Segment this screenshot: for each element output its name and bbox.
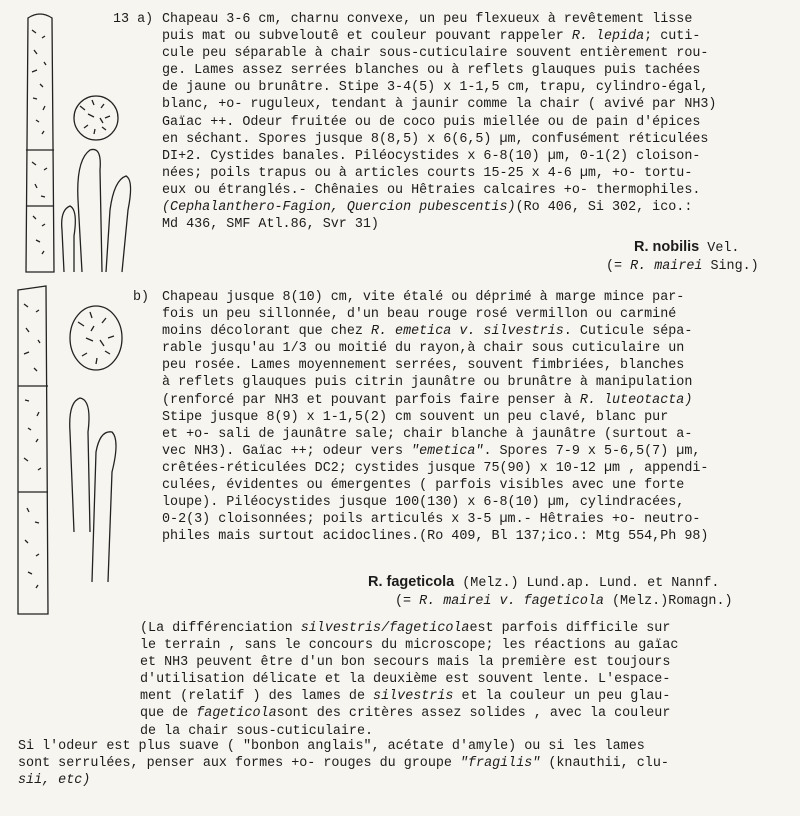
footer-paragraph [18, 738, 669, 789]
text-line [18, 755, 669, 772]
microscopy-drawing-a [14, 10, 134, 280]
text-run: sont serrulées, penser aux formes +o- rouges du groupe [18, 756, 460, 772]
text-line [162, 409, 708, 426]
section-a-letter: a) [137, 12, 154, 27]
text-line [162, 216, 716, 233]
text-line [18, 738, 669, 755]
text-line [140, 637, 678, 654]
text-run: philes mais surtout acidoclines.(Ro 409, Bl 137;ico.: Mtg 554,Ph 98) [162, 529, 709, 545]
text-run: Si l'odeur est plus suave ( "bonbon anglais", acétate d'amyle) ou si les lames [18, 739, 645, 754]
text-line [162, 182, 716, 199]
italic-run: R. emetica v. silvestris [370, 324, 564, 340]
text-run: rable jusqu'au 1/3 ou moitié du rayon,à chair sous cuticulaire un [162, 341, 685, 357]
text-run: est parfois difficile sur [469, 621, 671, 636]
text-run: (Ro 406, Si 302, ico.: [515, 200, 693, 216]
section-b-letter: b) [133, 290, 150, 305]
text-run: cule peu séparable à chair sous-cuticulaire souvent entièrement rou- [162, 46, 709, 62]
italic-run: R. lepida [571, 29, 645, 45]
text-run: à reflets glauques puis citrin jaunâtre ou brunâtre à manipulation [162, 375, 693, 391]
text-line [162, 62, 716, 79]
species-fageticola [368, 574, 719, 592]
species-author: Vel. [707, 241, 740, 256]
text-run: (knauthii, clu- [540, 756, 669, 772]
text-run: eux ou étranglés.- Chênaies ou Hêtraies calcaires +o- thermophiles. [162, 182, 701, 198]
text-line [162, 340, 708, 357]
text-run: Gaïac ++. Odeur fruitée ou de coco puis miellée ou de pain d'épices [162, 114, 701, 130]
text-run: peu rosée. Lames moyennement serrées, souvent fimbriées, blanches [162, 358, 685, 374]
text-run: DI+2. Cystides banales. Piléocystides x 6-8(10) µm, 0-1(2) cloison- [162, 148, 701, 164]
italic-run: silvestris [373, 689, 454, 705]
text-run: d'utilisation délicate et la deuxième est souvent lente. L'espace- [140, 672, 671, 688]
text-run: ment (relatif ) des lames de [140, 689, 374, 705]
text-line [140, 688, 678, 705]
text-run: Chapeau 3-6 cm, charnu convexe, un peu flexueux à revêtement lisse [162, 12, 693, 27]
text-line [162, 96, 716, 113]
text-line [162, 426, 708, 443]
text-run: puis mat ou subveloutê et couleur pouvant rappeler [162, 29, 572, 45]
text-run: sont des critères assez solides , avec la couleur [276, 706, 671, 722]
text-line [162, 11, 716, 28]
text-line [162, 199, 716, 216]
text-run: nées; poils trapus ou à articles courts 15-25 x 4-6 µm, +o- tortu- [162, 165, 693, 181]
text-run: ge. Lames assez serrées blanches ou à reflets glauques puis tachées [162, 63, 701, 79]
text-run: blanc, +o- ruguleux, tendant à jaunir comme la chair ( avivé par NH3) [162, 97, 717, 113]
text-line [162, 323, 708, 340]
text-line [162, 148, 716, 165]
text-run: en séchant. Spores jusque 8(8,5) x 6(6,5) µm, confusément réticulées [162, 131, 709, 147]
text-run: (renforcé par NH3 et pouvant parfois faire penser à [162, 392, 580, 408]
text-line [162, 165, 716, 182]
text-run: Md 436, SMF Atl.86, Svr 31) [162, 217, 379, 233]
text-run: moins décolorant que chez [162, 324, 371, 340]
text-run: de la chair sous-cuticulaire. [140, 723, 374, 739]
text-line [140, 620, 678, 637]
italic-run: fageticola [196, 706, 277, 722]
italic-run: "emetica" [411, 443, 484, 459]
text-line [162, 511, 708, 528]
section-number: 13 [113, 12, 130, 27]
text-run: Chapeau jusque 8(10) cm, vite étalé ou déprimé à marge mince par- [162, 290, 685, 305]
section-a-description [162, 11, 716, 233]
italic-run: "fragilis" [459, 756, 541, 772]
text-line [162, 494, 708, 511]
text-run: de jaune ou brunâtre. Stipe 3-4(5) x 1-1,5 cm, trapu, cylindro-égal, [162, 80, 709, 96]
text-line [162, 392, 708, 409]
text-line [162, 289, 708, 306]
differentiation-note [140, 620, 678, 740]
synonym-author: Sing.) [710, 259, 759, 274]
text-line [140, 654, 678, 671]
text-run: loupe). Piléocystides jusque 100(130) x 6-8(10) µm, cylindracées, [162, 495, 685, 511]
species-name: R. nobilis [634, 239, 700, 255]
text-line [162, 114, 716, 131]
text-run: (La différenciation [140, 621, 301, 636]
italic-run: (Cephalanthero-Fagion, Quercion pubescentis) [162, 200, 516, 216]
text-run: . Cuticule sépa- [563, 324, 693, 340]
text-line [162, 45, 716, 62]
species-nobilis [634, 239, 739, 257]
species-name: R. fageticola [368, 574, 455, 590]
italic-run: sii, etc) [18, 773, 91, 789]
text-line [162, 477, 708, 494]
text-line [162, 131, 716, 148]
text-line [162, 79, 716, 96]
synonym-name: R. mairei v. fageticola [419, 594, 604, 609]
synonym-fageticola: (= R. mairei v. fageticola (Melz.)Romagn.) [395, 594, 733, 609]
text-line [162, 306, 708, 323]
text-run: et +o- sali de jaunâtre sale; chair blanche à jaunâtre (surtout a- [162, 426, 693, 442]
text-run: que de [140, 706, 197, 722]
text-run: et NH3 peuvent être d'un bon secours mais la première est toujours [140, 655, 671, 671]
text-run: le terrain , sans le concours du microscope; les réactions au gaïac [140, 638, 679, 654]
text-line [140, 671, 678, 688]
text-run: . Spores 7-9 x 5-6,5(7) µm, [483, 443, 701, 459]
italic-run: silvestris/fageticola [300, 621, 470, 636]
synonym-author: (Melz.)Romagn.) [611, 594, 733, 609]
text-run: crêtées-réticulées DC2; cystides jusque 75(90) x 10-12 µm , appendi- [162, 460, 709, 476]
text-run: fois un peu sillonnée, d'un beau rouge rosé vermillon ou carminé [162, 307, 677, 323]
microscopy-drawing-b [8, 282, 134, 618]
text-line [140, 705, 678, 722]
synonym-nobilis: (= R. mairei Sing.) [606, 259, 759, 274]
text-run: 0-2(3) cloisonnées; poils articulés x 3-5 µm.- Hêtraies +o- neutro- [162, 512, 701, 528]
text-line [162, 28, 716, 45]
section-b-description [162, 289, 708, 545]
text-line [162, 528, 708, 545]
text-run: ; cuti- [644, 29, 701, 45]
text-run: Stipe jusque 8(9) x 1-1,5(2) cm souvent un peu clavé, blanc pur [162, 409, 669, 425]
text-run: culées, évidentes ou émergentes ( parfois visibles avec une forte [162, 478, 685, 494]
synonym-name: R. mairei [630, 259, 703, 274]
text-line [162, 374, 708, 391]
species-author: (Melz.) Lund.ap. Lund. et Nannf. [462, 576, 720, 591]
text-line [162, 443, 708, 460]
italic-run: R. luteotacta) [579, 392, 693, 408]
text-line [162, 357, 708, 374]
text-run: et la couleur un peu glau- [453, 689, 671, 705]
text-line [18, 772, 669, 789]
text-line [162, 460, 708, 477]
text-run: vec NH3). Gaïac ++; odeur vers [162, 443, 412, 459]
section-a-heading [113, 11, 153, 28]
